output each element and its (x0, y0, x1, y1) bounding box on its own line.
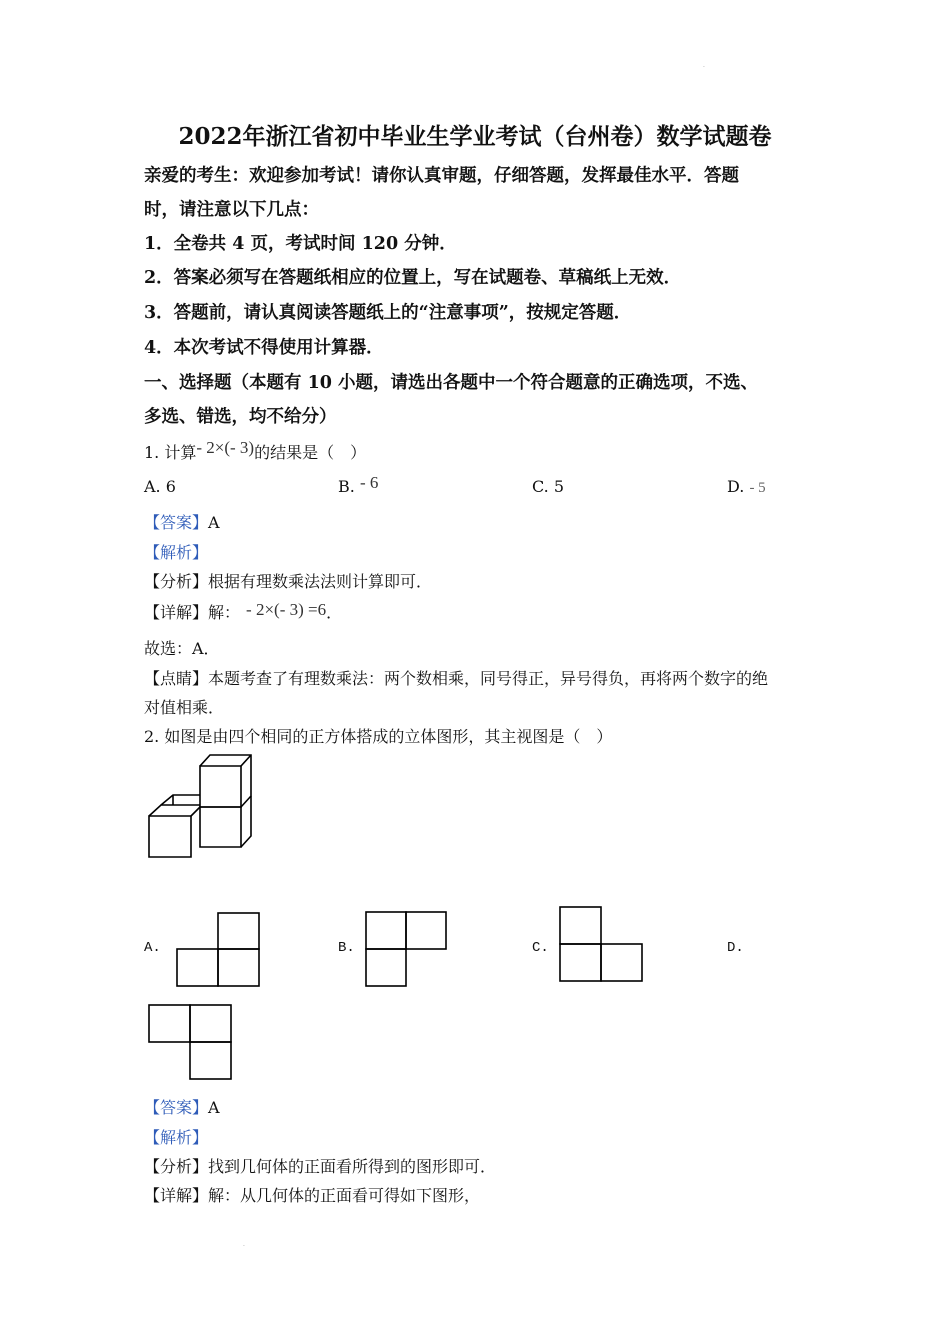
q1-analysis-tag: 【解析】 (144, 543, 209, 562)
q1-fenxi (144, 569, 432, 592)
cube-front-top (200, 766, 241, 807)
cube-front-left (149, 816, 191, 857)
note-2: 2．答案必须写在答题纸相应的位置上，写在试题卷、草稿纸上无效． (144, 268, 682, 288)
section-1-heading-cont: 多选、错选，均不给分） (144, 407, 337, 427)
q1-xiangjie-math: - 2×(- 3) =6 (246, 600, 327, 619)
q2-option-b-figure (365, 911, 449, 989)
q1-answer (144, 510, 220, 533)
q1-xiangjie-end: ． (326, 603, 343, 622)
q2-answer-tag: 【答案】 (144, 1098, 209, 1117)
q2-fenxi (144, 1154, 496, 1177)
q2-option-c: C. (532, 940, 549, 956)
q1-xiangjie (144, 600, 342, 623)
page-mark-bottom: · (243, 1243, 245, 1250)
note-3: 3．答题前，请认真阅读答题纸上的“注意事项”，按规定答题． (144, 303, 632, 323)
intro-line-2: 时，请注意以下几点： (144, 200, 319, 220)
q2-stem: 2. 如图是由四个相同的正方体搭成的立体图形，其主视图是（ ） (144, 727, 613, 746)
q2-fenxi-text: 找到几何体的正面看所得到的图形即可． (208, 1157, 497, 1176)
q1-dianjing (144, 666, 768, 689)
q1-option-d-label: D. (727, 477, 745, 496)
q1-dianjing-tag: 【点睛】 (144, 669, 209, 688)
q1-dianjing-text: 本题考查了有理数乘法：两个数相乘，同号得正，异号得负，再将两个数字的绝 (208, 669, 769, 688)
q1-answer-value: A (208, 513, 220, 532)
intro-line-1: 亲爱的考生：欢迎参加考试！请你认真审题，仔细答题，发挥最佳水平．答题 (144, 166, 739, 186)
q1-option-d-math: - 5 (749, 480, 766, 496)
page-mark-top: · (703, 64, 705, 71)
q2-xiangjie-text: 解：从几何体的正面看可得如下图形， (208, 1186, 481, 1205)
q1-option-c: C. 5 (532, 477, 565, 496)
q2-xiangjie-tag: 【详解】 (144, 1186, 209, 1205)
q2-option-d-figure (148, 1004, 236, 1082)
q1-fenxi-text: 根据有理数乘法法则计算即可． (208, 572, 433, 591)
q2-answer-value: A (208, 1098, 220, 1117)
q1-suffix: 的结果是（ ） (254, 443, 367, 462)
q1-prefix: 1. 计算 (144, 443, 197, 462)
cube-front-bottom-right (200, 807, 241, 847)
q2-option-c-figure (559, 906, 645, 984)
q1-answer-tag: 【答案】 (144, 513, 209, 532)
q1-option-a: A. 6 (144, 477, 176, 496)
note-4: 4．本次考试不得使用计算器． (144, 338, 384, 358)
q2-option-a-figure (176, 912, 262, 988)
q1-fenxi-tag: 【分析】 (144, 572, 209, 591)
q1-option-d (727, 477, 766, 497)
q1-option-b (338, 473, 379, 497)
q1-option-b-math: - 6 (359, 473, 379, 492)
q2-option-b: B. (338, 940, 355, 956)
q2-xiangjie (144, 1183, 480, 1206)
section-1-heading: 一、选择题（本题有 10 小题，请选出各题中一个符合题意的正确选项，不选、 (144, 373, 759, 393)
q1-xiangjie-tag: 【详解】 (144, 603, 209, 622)
note-1: 1．全卷共 4 页，考试时间 120 分钟． (144, 234, 457, 254)
page-title: 2022年浙江省初中毕业生学业考试（台州卷）数学试题卷 (178, 123, 772, 150)
q2-option-d: D. (727, 940, 744, 956)
q2-analysis-tag: 【解析】 (144, 1128, 209, 1147)
q2-fenxi-tag: 【分析】 (144, 1157, 209, 1176)
q1-guxuan: 故选：A． (144, 639, 220, 658)
q2-answer (144, 1095, 220, 1118)
q1-expression: - 2×(- 3) (196, 438, 255, 457)
q1-xiangjie-text: 解： (208, 603, 241, 622)
q2-option-a: A. (144, 940, 161, 956)
q1-dianjing-cont: 对值相乘． (144, 698, 225, 717)
q1-stem (144, 440, 366, 463)
q1-option-b-label: B. (338, 477, 355, 496)
q2-cube-figure (140, 750, 270, 865)
